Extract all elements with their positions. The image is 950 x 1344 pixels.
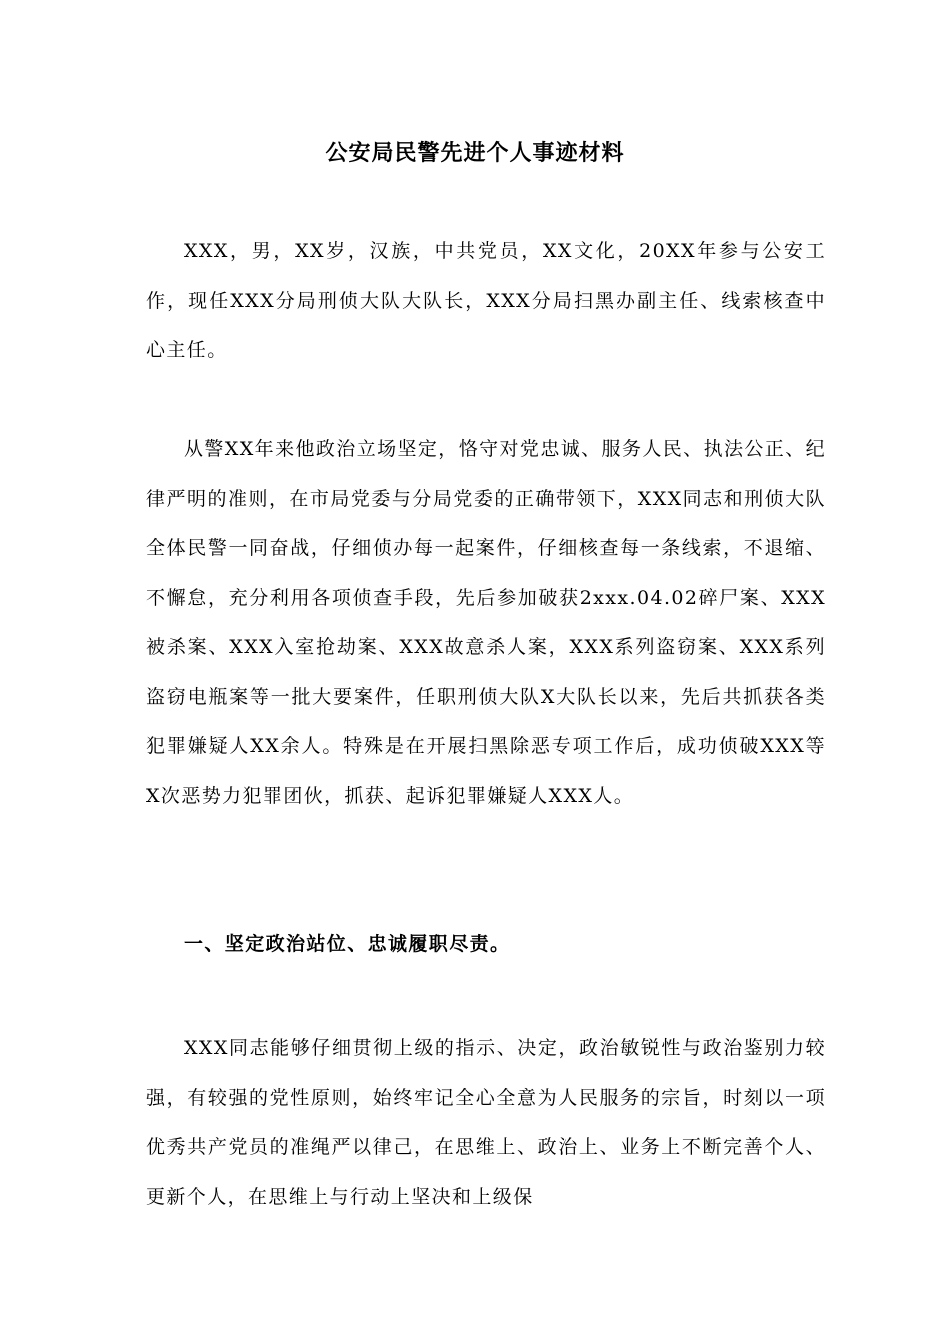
intro-paragraph: XXX，男，XX岁，汉族，中共党员，XX文化，20XX年参与公安工作，现任XXX分局刑侦大队大队长，XXX分局扫黑办副主任、线索核查中心主任。	[146, 240, 826, 361]
document-title: 公安局民警先进个人事迹材料	[325, 140, 625, 166]
section-heading: 一、坚定政治站位、忠诚履职尽责。	[184, 933, 511, 955]
section-paragraph: XXX同志能够仔细贯彻上级的指示、决定，政治敏锐性与政治鉴别力较强，有较强的党性原则，始终牢记全心全意为人民服务的宗旨，时刻以一项优秀共产党员的准绳严以律己，在思维上、政治上、业务上不断完善个人、更新个人，在思维上与行动上坚决和上级保	[146, 1037, 826, 1208]
achievements-paragraph: 从警XX年来他政治立场坚定，恪守对党忠诚、服务人民、执法公正、纪律严明的准则，在市局党委与分局党委的正确带领下，XXX同志和刑侦大队全体民警一同奋战，仔细侦办每一起案件，仔细核查每一条线索，不退缩、不懈怠，充分利用各项侦查手段，先后参加破获2xxx.04.02碎尸案、XXX被杀案、XXX入室抢劫案、XXX故意杀人案，XXX系列盗窃案、XXX系列盗窃电瓶案等一批大要案件，任职刑侦大队X大队长以来，先后共抓获各类犯罪嫌疑人XX余人。特殊是在开展扫黑除恶专项工作后，成功侦破XXX等X次恶势力犯罪团伙，抓获、起诉犯罪嫌疑人XXX人。	[146, 438, 826, 807]
